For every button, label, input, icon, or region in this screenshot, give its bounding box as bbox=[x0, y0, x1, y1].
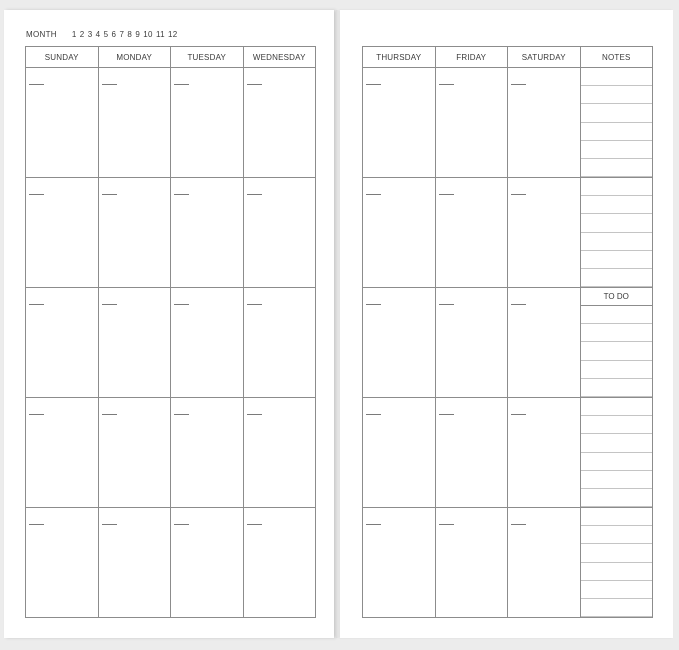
ruled-line bbox=[581, 415, 653, 416]
calendar-grid-right bbox=[362, 46, 653, 618]
day-cell[interactable] bbox=[98, 508, 171, 618]
week-row bbox=[363, 68, 653, 178]
day-cell[interactable] bbox=[171, 508, 244, 618]
ruled-line bbox=[581, 195, 653, 196]
todo-cell[interactable] bbox=[580, 288, 653, 398]
ruled-line bbox=[581, 140, 653, 141]
week-row bbox=[26, 68, 316, 178]
day-cell[interactable] bbox=[363, 398, 436, 508]
month-number: 4 bbox=[95, 29, 101, 39]
date-line bbox=[439, 524, 454, 525]
week-row bbox=[26, 398, 316, 508]
day-header-wednesday: WEDNESDAY bbox=[243, 47, 316, 68]
ruled-line bbox=[581, 452, 653, 453]
notes-header: NOTES bbox=[580, 47, 653, 68]
month-number: 7 bbox=[119, 29, 125, 39]
day-cell[interactable] bbox=[98, 178, 171, 288]
day-header-monday: MONDAY bbox=[98, 47, 171, 68]
week-row bbox=[26, 508, 316, 618]
week-row bbox=[363, 178, 653, 288]
ruled-lines bbox=[581, 178, 653, 287]
day-cell[interactable] bbox=[26, 288, 99, 398]
month-number: 12 bbox=[168, 29, 178, 39]
date-line bbox=[29, 524, 44, 525]
month-number: 2 bbox=[79, 29, 85, 39]
day-cell[interactable] bbox=[508, 398, 581, 508]
date-line bbox=[247, 524, 262, 525]
ruled-line bbox=[581, 323, 653, 324]
day-cell[interactable] bbox=[508, 178, 581, 288]
day-cell[interactable] bbox=[363, 68, 436, 178]
day-cell[interactable] bbox=[171, 398, 244, 508]
todo-header: TO DO bbox=[581, 288, 653, 306]
day-cell[interactable] bbox=[508, 68, 581, 178]
day-cell[interactable] bbox=[243, 398, 316, 508]
date-line bbox=[511, 84, 526, 85]
ruled-line bbox=[581, 562, 653, 563]
ruled-line bbox=[581, 341, 653, 342]
date-line bbox=[366, 84, 381, 85]
date-line bbox=[366, 304, 381, 305]
ruled-line bbox=[581, 103, 653, 104]
week-row bbox=[26, 178, 316, 288]
day-cell[interactable] bbox=[435, 178, 508, 288]
date-line bbox=[511, 524, 526, 525]
ruled-lines bbox=[581, 306, 653, 397]
day-cell[interactable] bbox=[171, 68, 244, 178]
ruled-line bbox=[581, 543, 653, 544]
notes-cell[interactable] bbox=[580, 508, 653, 618]
week-row bbox=[363, 288, 653, 398]
ruled-line bbox=[581, 488, 653, 489]
day-cell[interactable] bbox=[435, 398, 508, 508]
ruled-line bbox=[581, 470, 653, 471]
date-line bbox=[174, 414, 189, 415]
date-line bbox=[366, 524, 381, 525]
ruled-line bbox=[581, 360, 653, 361]
date-line bbox=[29, 194, 44, 195]
ruled-line bbox=[581, 158, 653, 159]
ruled-line bbox=[581, 268, 653, 269]
day-cell[interactable] bbox=[171, 288, 244, 398]
date-line bbox=[439, 304, 454, 305]
ruled-line bbox=[581, 85, 653, 86]
date-line bbox=[511, 414, 526, 415]
ruled-line bbox=[581, 598, 653, 599]
day-header-tuesday: TUESDAY bbox=[171, 47, 244, 68]
date-line bbox=[247, 304, 262, 305]
month-number: 11 bbox=[155, 29, 165, 39]
ruled-line bbox=[581, 232, 653, 233]
day-cell[interactable] bbox=[435, 68, 508, 178]
date-line bbox=[439, 414, 454, 415]
month-numbers bbox=[72, 30, 181, 39]
ruled-lines bbox=[581, 508, 653, 617]
ruled-line bbox=[581, 213, 653, 214]
date-line bbox=[247, 84, 262, 85]
date-line bbox=[174, 194, 189, 195]
date-line bbox=[102, 194, 117, 195]
day-cell[interactable] bbox=[435, 508, 508, 618]
date-line bbox=[102, 414, 117, 415]
day-cell[interactable] bbox=[435, 288, 508, 398]
day-header-thursday: THURSDAY bbox=[363, 47, 436, 68]
ruled-line bbox=[581, 122, 653, 123]
notes-cell[interactable] bbox=[580, 398, 653, 508]
date-line bbox=[366, 414, 381, 415]
date-line bbox=[511, 304, 526, 305]
date-line bbox=[102, 84, 117, 85]
date-line bbox=[29, 84, 44, 85]
date-line bbox=[29, 414, 44, 415]
month-number: 1 bbox=[71, 29, 77, 39]
week-row bbox=[363, 398, 653, 508]
day-cell[interactable] bbox=[243, 508, 316, 618]
date-line bbox=[247, 194, 262, 195]
ruled-line bbox=[581, 580, 653, 581]
day-cell[interactable] bbox=[98, 68, 171, 178]
day-header-friday: FRIDAY bbox=[435, 47, 508, 68]
day-cell[interactable] bbox=[26, 68, 99, 178]
notes-cell[interactable] bbox=[580, 178, 653, 288]
date-line bbox=[102, 524, 117, 525]
day-cell[interactable] bbox=[508, 288, 581, 398]
week-row bbox=[363, 508, 653, 618]
date-line bbox=[102, 304, 117, 305]
day-cell[interactable] bbox=[98, 398, 171, 508]
month-number: 10 bbox=[143, 29, 153, 39]
day-cell[interactable] bbox=[363, 508, 436, 618]
month-number: 6 bbox=[111, 29, 117, 39]
day-cell[interactable] bbox=[243, 178, 316, 288]
date-line bbox=[439, 84, 454, 85]
ruled-line bbox=[581, 250, 653, 251]
date-line bbox=[174, 304, 189, 305]
date-line bbox=[174, 524, 189, 525]
day-cell[interactable] bbox=[26, 508, 99, 618]
month-number: 8 bbox=[127, 29, 133, 39]
date-line bbox=[29, 304, 44, 305]
month-number: 5 bbox=[103, 29, 109, 39]
date-line bbox=[366, 194, 381, 195]
date-line bbox=[247, 414, 262, 415]
calendar-grid-left bbox=[25, 46, 316, 618]
day-header-saturday: SATURDAY bbox=[508, 47, 581, 68]
date-line bbox=[439, 194, 454, 195]
month-number: 9 bbox=[135, 29, 141, 39]
ruled-line bbox=[581, 525, 653, 526]
month-selector bbox=[26, 27, 181, 41]
day-cell[interactable] bbox=[243, 288, 316, 398]
date-line bbox=[174, 84, 189, 85]
ruled-line bbox=[581, 616, 653, 617]
day-header-sunday: SUNDAY bbox=[26, 47, 99, 68]
week-row bbox=[26, 288, 316, 398]
day-cell[interactable] bbox=[363, 178, 436, 288]
day-cell[interactable] bbox=[98, 288, 171, 398]
month-label: MONTH bbox=[26, 29, 57, 39]
day-cell[interactable] bbox=[26, 398, 99, 508]
day-cell[interactable] bbox=[508, 508, 581, 618]
day-cell[interactable] bbox=[171, 178, 244, 288]
ruled-line bbox=[581, 378, 653, 379]
date-line bbox=[511, 194, 526, 195]
day-cell[interactable] bbox=[363, 288, 436, 398]
ruled-line bbox=[581, 433, 653, 434]
ruled-lines bbox=[581, 68, 653, 177]
ruled-lines bbox=[581, 398, 653, 507]
notes-cell[interactable] bbox=[580, 68, 653, 178]
month-number: 3 bbox=[87, 29, 93, 39]
day-cell[interactable] bbox=[26, 178, 99, 288]
day-cell[interactable] bbox=[243, 68, 316, 178]
